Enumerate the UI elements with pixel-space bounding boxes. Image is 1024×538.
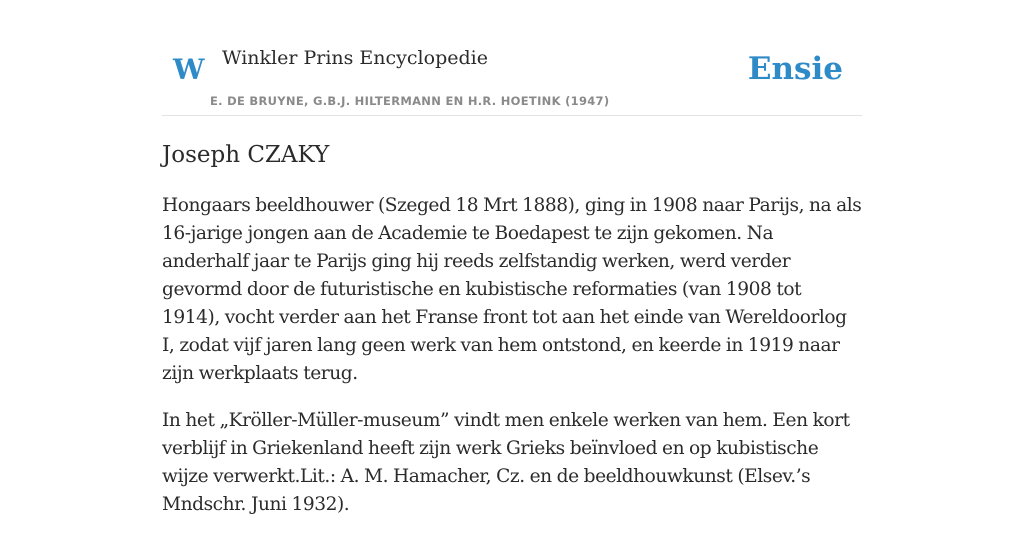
entry-title: Joseph CZAKY — [162, 142, 330, 168]
entry-paragraph: In het „Kröller-Müller-museum” vindt men enkele werken van hem. Een kort verblijf in Griekenland heeft zijn werk Grieks beïnvloed en op kubistische wijze verwerkt.Lit.: A. M. Hamacher, Cz. en de beeldhouwkunst (Elsev.’s Mndschr. Juni 1932). — [162, 410, 850, 515]
header — [162, 0, 862, 116]
winkler-prins-logo[interactable]: W — [173, 53, 205, 86]
publication-authors: E. DE BRUYNE, G.B.J. HILTERMANN EN H.R. HOETINK (1947) — [210, 94, 610, 108]
entry-paragraph: Hongaars beeldhouwer (Szeged 18 Mrt 1888), ging in 1908 naar Parijs, na als 16-jarige jongen aan de Academie te Boedapest te zijn gekomen. Na anderhalf jaar te Parijs ging hij reeds zelfstandig werken, werd verder gevormd door de futuristische en kubistische reformaties (van 1908 tot 1914), vocht verder aan het Franse front tot aan het einde van Wereldoorlog I, zodat vijf jaren lang geen werk van hem ontstond, en keerde in 1919 naar zijn werkplaats terug. — [162, 195, 862, 384]
ensie-logo[interactable]: Ensie — [747, 51, 843, 87]
publication-title: Winkler Prins Encyclopedie — [222, 47, 488, 69]
entry-body — [162, 192, 862, 538]
page — [162, 0, 862, 515]
